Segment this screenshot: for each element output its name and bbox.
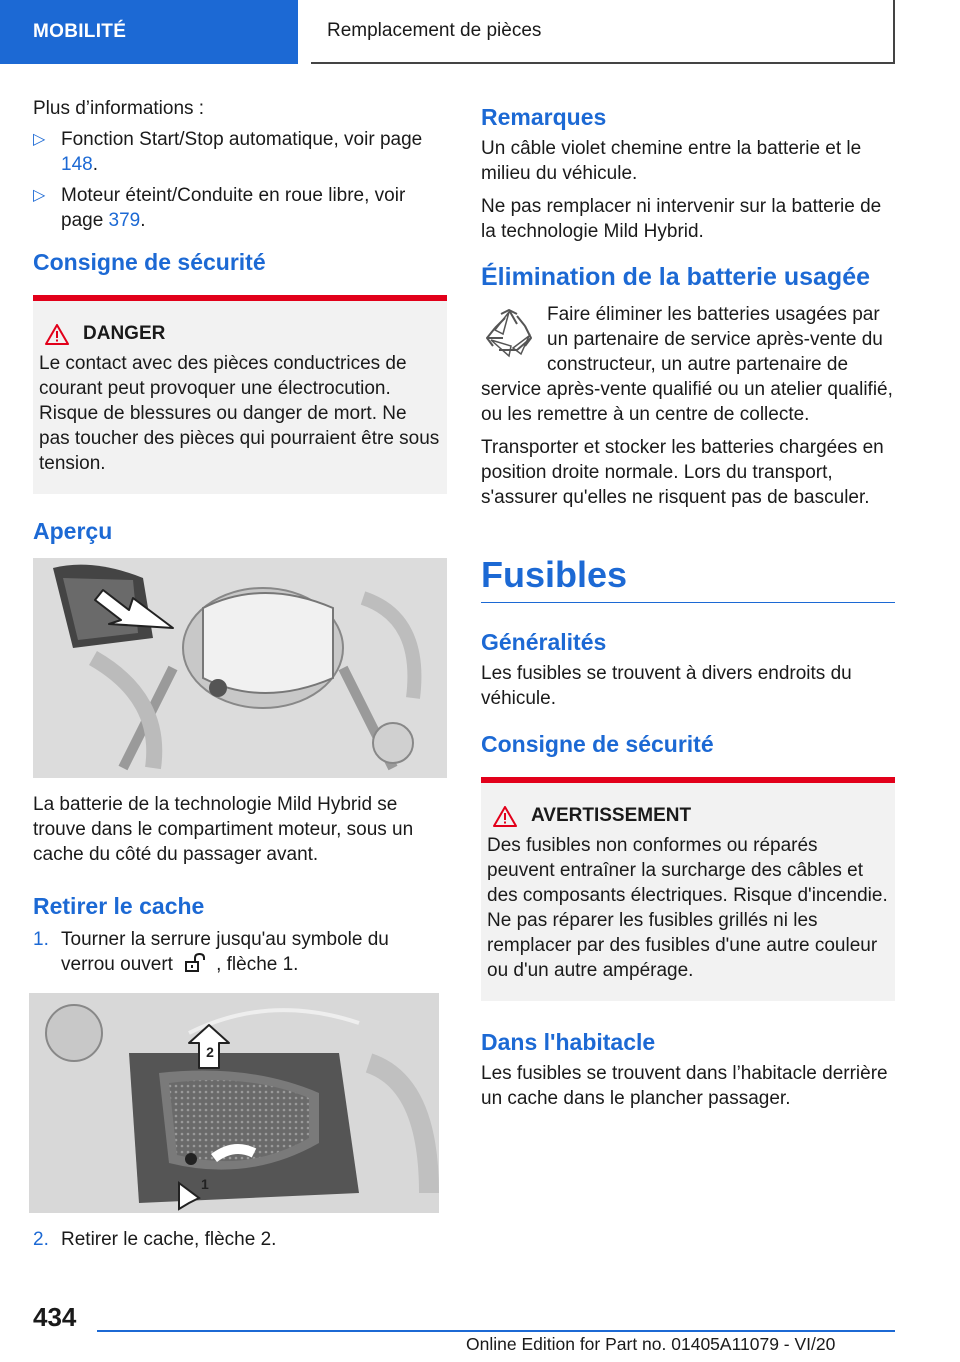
page-link-148[interactable]: 148 bbox=[61, 154, 93, 175]
step-number: 1. bbox=[33, 929, 49, 950]
step-1: 1. Tourner la serrure jusqu'au symbole du verrou ouvert , flèche 1. bbox=[33, 929, 389, 975]
disposal-text-2: Transporter et stocker les batteries chargées en position droite normale. Lors du transport, s'assurer qu'elles ne risquent pas de basculer. bbox=[481, 437, 884, 508]
disposal-heading: Élimination de la batterie usagée bbox=[481, 263, 871, 291]
remarks-text-1: Un câble violet chemine entre la batterie et le milieu du véhicule. bbox=[481, 138, 862, 184]
disposal-text-1: Faire éliminer les batteries usagées par un partenaire de service après-vente du constructeur, un autre partenaire de service après-vente qualifié ou un atelier qualifié, ou les remettre à un centre de collecte. bbox=[481, 304, 893, 425]
step-2-text: Retirer le cache, flèche 2. bbox=[61, 1229, 277, 1250]
more-info-label: Plus d’informations : bbox=[33, 98, 205, 119]
remove-cover-heading: Retirer le cache bbox=[33, 893, 205, 919]
cabin-heading: Dans l'habitacle bbox=[481, 1029, 656, 1055]
warning-box bbox=[481, 777, 895, 1001]
triangle-bullet-icon: ▷ bbox=[33, 131, 46, 148]
recycle-icon bbox=[481, 306, 537, 362]
warning-title: AVERTISSEMENT bbox=[531, 805, 692, 826]
fuses-heading: Fusibles bbox=[481, 554, 895, 603]
overview-text: La batterie de la technologie Mild Hybrid se trouve dans le compartiment moteur, sous un cache du côté du passager avant. bbox=[33, 794, 414, 865]
unlocked-padlock-icon bbox=[184, 953, 206, 973]
warning-triangle-icon bbox=[45, 324, 69, 345]
cabin-text: Les fusibles se trouvent dans l’habitacle derrière un cache dans le plancher passager. bbox=[481, 1063, 888, 1109]
fuse-safety-heading: Consigne de sécurité bbox=[481, 731, 714, 757]
overview-heading: Aperçu bbox=[33, 518, 113, 544]
left-column bbox=[33, 96, 447, 1258]
danger-box bbox=[33, 295, 447, 494]
reference-item: ▷ Moteur éteint/Conduite en roue libre, voir page 379. bbox=[33, 185, 406, 231]
remarks-heading: Remarques bbox=[481, 104, 607, 130]
page-link-379[interactable]: 379 bbox=[108, 210, 141, 231]
footer-divider bbox=[97, 1330, 895, 1332]
general-text: Les fusibles se trouvent à divers endroits du véhicule. bbox=[481, 663, 852, 709]
arrow-2-label: 2 bbox=[206, 1044, 214, 1060]
engine-bay-photo bbox=[33, 558, 447, 778]
remarks-text-2: Ne pas remplacer ni intervenir sur la batterie de la technologie Mild Hybrid. bbox=[481, 196, 882, 242]
page-number: 434 bbox=[33, 1302, 77, 1332]
warning-triangle-icon bbox=[493, 806, 517, 827]
reference-item: ▷ Fonction Start/Stop automatique, voir page 148. bbox=[33, 129, 423, 175]
step-number: 2. bbox=[33, 1229, 49, 1250]
right-column bbox=[481, 102, 895, 1119]
safety-heading: Consigne de sécurité bbox=[33, 249, 266, 275]
cover-removal-photo bbox=[29, 993, 439, 1213]
general-heading: Généralités bbox=[481, 629, 607, 655]
warning-text: Des fusibles non conformes ou réparés peuvent entraîner la surcharge des câbles et des composants électriques. Risque d'incendie. Ne pas réparer les fusibles grillés ni les remplacer par des fusibles d'une autre couleur ou d'un autre ampérage. bbox=[487, 835, 888, 981]
chapter-title: Remplacement de pièces bbox=[311, 0, 895, 64]
step-2 bbox=[33, 1227, 447, 1252]
danger-text: Le contact avec des pièces conductrices de courant peut provoquer une électrocution. Risque de blessures ou danger de mort. Ne pas toucher des pièces qui pourraient être sous tension. bbox=[39, 353, 440, 474]
edition-note: Online Edition for Part no. 01405A11079 - VI/20 bbox=[466, 1334, 836, 1354]
arrow-1-label: 1 bbox=[201, 1176, 209, 1192]
danger-title: DANGER bbox=[83, 323, 166, 344]
section-tab: MOBILITÉ bbox=[0, 0, 298, 64]
triangle-bullet-icon: ▷ bbox=[33, 187, 46, 204]
